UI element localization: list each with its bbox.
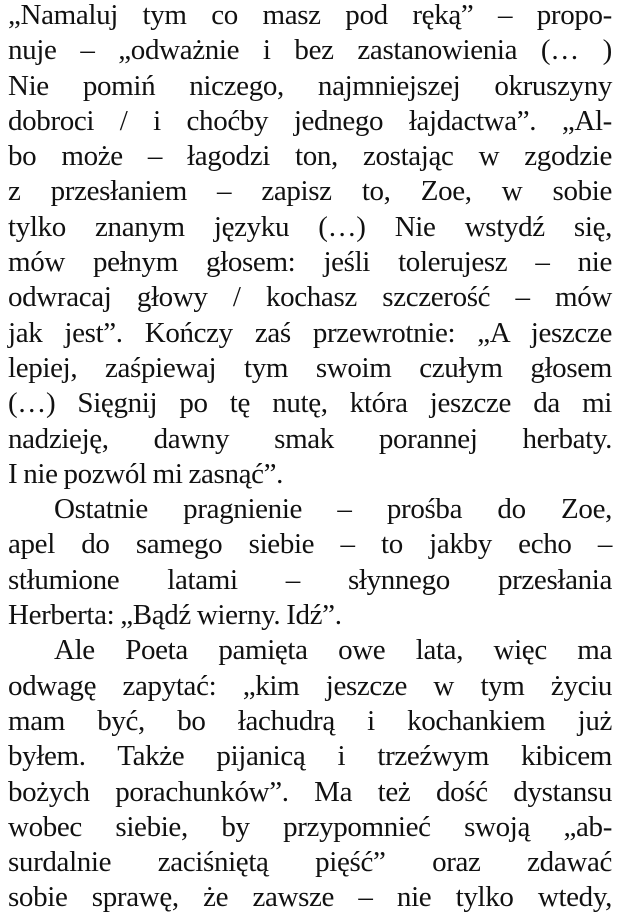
- text-line: odwracaj głowy / kochasz szczerość – mów: [8, 281, 612, 314]
- text-line: dobroci / i choćby jednego łajdactwa”. „Al-: [8, 104, 612, 137]
- paragraph-end-line: Herberta: „Bądź wierny. Idź”.: [8, 599, 342, 632]
- text-line: jak jest”. Kończy zaś przewrotnie: „A jeszcze: [8, 316, 612, 349]
- text-line: nuje – „odważnie i bez zastanowienia (… ): [8, 34, 612, 67]
- text-line: bożych porachunków”. Ma też dość dystansu: [8, 775, 612, 808]
- text-line: mam być, bo łachudrą i kochankiem już: [8, 704, 612, 737]
- text-line: (…) Sięgnij po tę nutę, która jeszcze da mi: [8, 387, 612, 420]
- text-line: nadzieję, dawny smak porannej herbaty.: [8, 422, 612, 455]
- text-line: surdalnie zaciśniętą pięść” oraz zdawać: [8, 846, 612, 879]
- text-line: Nie pomiń niczego, najmniejszej okruszyny: [8, 69, 612, 102]
- text-line: mów pełnym głosem: jeśli tolerujesz – nie: [8, 246, 612, 279]
- text-line: odwagę zapytać: „kim jeszcze w tym życiu: [8, 669, 612, 702]
- paragraph-start-line: Ale Poeta pamięta owe lata, więc ma: [54, 634, 612, 667]
- text-line: stłumione latami – słynnego przesłania: [8, 563, 612, 596]
- text-line: sobie sprawę, że zawsze – nie tylko wtedy,: [8, 881, 612, 914]
- text-line: wobec siebie, by przypomnieć swoją „ab-: [8, 810, 612, 843]
- text-line: apel do samego siebie – to jakby echo –: [8, 528, 612, 561]
- text-line: byłem. Także pijanicą i trzeźwym kibicem: [8, 740, 612, 773]
- text-line: tylko znanym języku (…) Nie wstydź się,: [8, 210, 612, 243]
- text-line: lepiej, zaśpiewaj tym swoim czułym głosem: [8, 351, 612, 384]
- paragraph-end-line: I nie pozwól mi zasnąć”.: [8, 457, 284, 490]
- text-line: bo może – łagodzi ton, zostając w zgodzie: [8, 140, 612, 173]
- text-line: „Namaluj tym co masz pod ręką” – propo-: [8, 0, 612, 31]
- article-text: [8, 0, 612, 916]
- paragraph-start-line: Ostatnie pragnienie – prośba do Zoe,: [54, 493, 612, 526]
- text-line: z przesłaniem – zapisz to, Zoe, w sobie: [8, 175, 612, 208]
